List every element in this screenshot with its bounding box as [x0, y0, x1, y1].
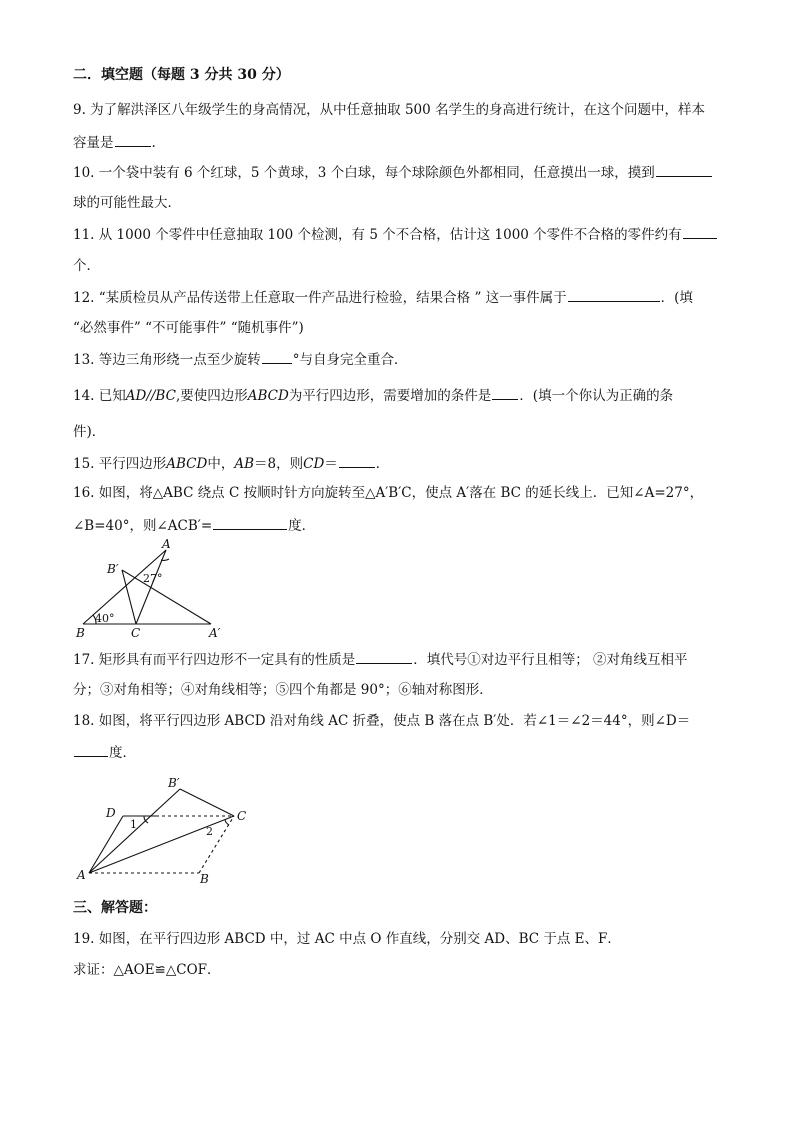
figure-16-rotated-triangles [70, 538, 240, 642]
label-b: B [76, 626, 85, 640]
question-10-text: 10. 一个袋中装有 6 个红球，5 个黄球，3 个白球，每个球除颜色外都相同，任意摸出一球，摸到 [73, 165, 655, 181]
question-18-line-1: 18. 如图，将平行四边形 ABCD 沿对角线 AC 折叠，使点 B 落在点 B′处．若∠1＝∠2＝44°，则∠D＝ [73, 713, 691, 729]
question-14-text-b: ,要使四边形 [175, 388, 248, 404]
question-14-line-2: 件)． [73, 424, 106, 440]
question-14-quad: ABCD [247, 388, 289, 404]
question-11-text: 11. 从 1000 个零件中任意抽取 100 个检测，有 5 个不合格，估计这 1000 个零件不合格的零件约有 [73, 227, 682, 243]
label-c: C [131, 626, 141, 640]
label-c: C [237, 809, 247, 823]
angle-2-arc [225, 820, 229, 825]
question-15-line [73, 454, 389, 473]
question-11-line-2: 个． [73, 258, 100, 274]
question-17-answer-blank[interactable] [356, 650, 412, 664]
section-3-title: 三、解答题： [73, 900, 157, 916]
question-11-line-1 [73, 225, 718, 244]
question-16-end: 度． [288, 518, 316, 534]
question-9-text: 容量是 [73, 135, 114, 151]
question-15-answer-blank[interactable] [339, 454, 375, 468]
question-19-line-1: 19. 如图，在平行四边形 ABCD 中，过 AC 中点 O 作直线，分别交 AD、BC 于点 E、F． [73, 931, 621, 947]
label-b1: B′ [107, 562, 119, 576]
question-10-answer-blank[interactable] [656, 163, 712, 177]
question-14-text-d: ．(填一个你认为正确的条 [519, 388, 674, 404]
question-14-condition: AD//BC [125, 388, 176, 404]
question-17-text: 17. 矩形具有而平行四边形不一定具有的性质是 [73, 652, 356, 668]
question-16-text: ∠B=40°，则∠ACB′= [73, 518, 213, 534]
question-15-quad: ABCD [166, 456, 208, 472]
question-15-text-b: 中， [207, 456, 235, 472]
question-18-line-2 [73, 743, 136, 762]
question-15-text-c: ＝8，则 [254, 456, 304, 472]
angle-a-label: 27° [143, 572, 163, 585]
label-b1: B′ [168, 776, 180, 790]
question-14-text-a: 14. 已知 [73, 388, 126, 404]
segment-b1c [180, 789, 234, 816]
label-d: D [106, 806, 116, 820]
question-13-text: 13. 等边三角形绕一点至少旋转 [73, 352, 261, 368]
question-14-line-1 [73, 386, 673, 405]
angle-2-label: 2 [206, 825, 213, 838]
figure-18-folded-parallelogram [74, 773, 259, 888]
question-13-answer-blank[interactable] [262, 350, 292, 364]
question-14-text-c: 为平行四边形，需要增加的条件是 [288, 388, 492, 404]
question-17-line-2: 分；③对角相等；④对角线相等；⑤四个角都是 90°；⑥轴对称图形． [73, 682, 493, 698]
question-16-line-2 [73, 516, 315, 535]
question-15-text-a: 15. 平行四边形 [73, 456, 167, 472]
label-a: A [77, 868, 86, 882]
question-12-line-2: “必然事件” “不可能事件” “随机事件”) [73, 320, 304, 336]
question-15-end: ． [375, 456, 390, 472]
segment-ad [89, 816, 123, 873]
segment-b1a1 [122, 570, 211, 624]
label-b: B [200, 872, 209, 886]
question-19-line-2: 求证：△AOE≌△COF． [73, 962, 221, 978]
question-10-line-1 [73, 163, 713, 182]
question-15-ab: AB [234, 456, 255, 472]
question-14-answer-blank[interactable] [492, 386, 518, 400]
question-12-line-1 [73, 288, 693, 307]
question-16-answer-blank[interactable] [213, 516, 287, 530]
question-9-answer-blank[interactable] [115, 133, 151, 147]
question-15-text-d: ＝ [324, 456, 338, 472]
question-18-answer-blank[interactable] [74, 743, 108, 757]
question-11-answer-blank[interactable] [683, 225, 717, 239]
question-17-options: ．填代号①对边平行且相等； ②对角线互相平 [413, 652, 688, 668]
question-16-line-1: 16. 如图，将△ABC 绕点 C 按顺时针方向旋转至△A′B′C，使点 A′落在 BC 的延长线上．已知∠A=27°， [73, 485, 704, 501]
question-9-line-1: 9. 为了解洪泽区八年级学生的身高情况，从中任意抽取 500 名学生的身高进行统计，在这个问题中，样本 [73, 102, 706, 118]
section-2-title: 二．填空题（每题 3 分共 30 分） [73, 67, 290, 83]
question-13-end: °与自身完全重合． [292, 352, 408, 368]
question-12-text: 12. “某质检员从产品传送带上任意取一件产品进行检验，结果合格 ” 这一事件属于 [73, 290, 567, 306]
question-18-end: 度． [109, 745, 136, 761]
label-a1: A′ [209, 626, 221, 640]
question-12-answer-blank[interactable] [568, 288, 660, 302]
question-12-hint: ．(填 [660, 290, 693, 306]
question-10-line-2: 球的可能性最大． [73, 195, 181, 211]
question-17-line-1 [73, 650, 688, 669]
angle-1-label: 1 [130, 818, 137, 831]
question-9-end: . [151, 135, 156, 151]
segment-ab1 [89, 789, 180, 873]
label-a: A [162, 537, 171, 551]
question-13-line [73, 350, 408, 369]
question-15-cd: CD [303, 456, 325, 472]
question-9-line-2 [73, 133, 156, 152]
angle-b-label: 40° [95, 612, 115, 625]
